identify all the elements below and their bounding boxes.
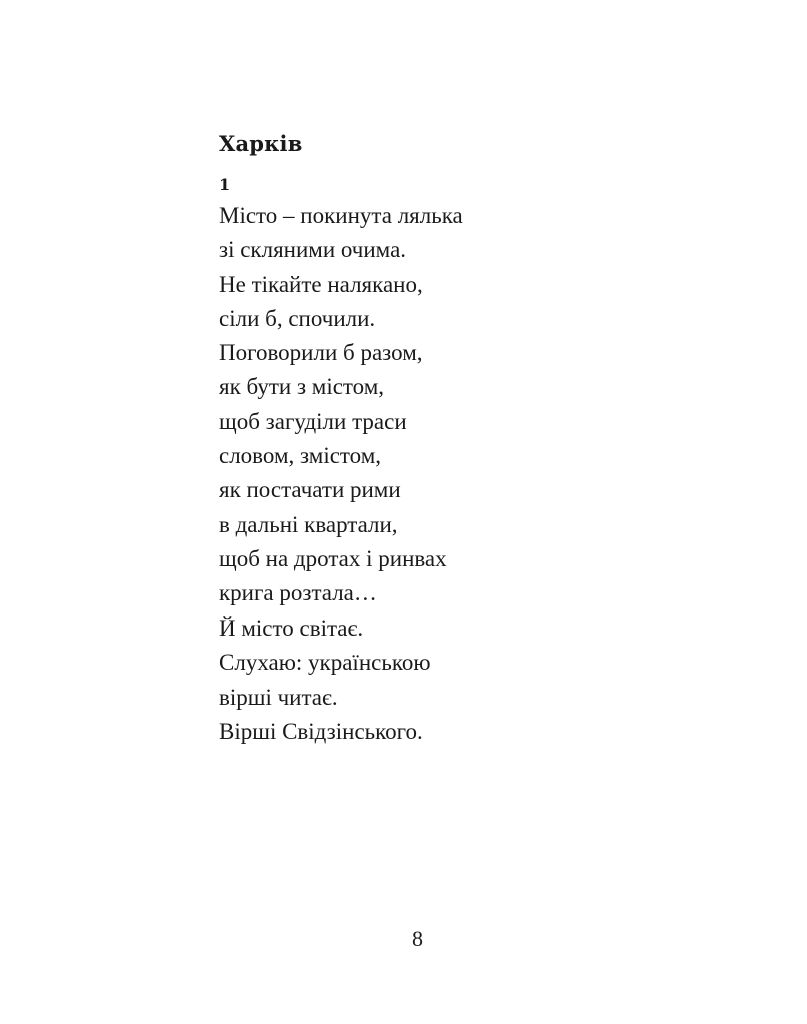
poem-line: крига розтала…: [219, 580, 377, 606]
poem-section-number: 1: [219, 175, 231, 194]
poem-line: як постачати рими: [219, 477, 401, 503]
poem-line: Слухаю: українською: [219, 650, 431, 676]
poem-line: щоб на дротах і ринвах: [219, 545, 447, 571]
poem-line: сіли б, спочили.: [219, 305, 376, 331]
poem-line: щоб загуділи траси: [219, 408, 407, 434]
poem-line: в дальні квартали,: [219, 511, 398, 537]
poem-line: вірші читає.: [219, 684, 338, 710]
poem-stanza-1: [219, 199, 463, 611]
poem-stanza-2: [219, 612, 431, 749]
poem-line: Вірші Свідзінського.: [219, 718, 423, 744]
poem-line: словом, змістом,: [219, 443, 382, 469]
poem-line: Місто – покинута лялька: [219, 203, 463, 228]
poem-line: зі скляними очима.: [219, 237, 407, 263]
page-number: [0, 925, 807, 953]
poem-line: як бути з містом,: [219, 374, 385, 400]
poem-title: Харків: [219, 131, 303, 156]
poem-line: Поговорили б разом,: [219, 340, 423, 366]
poem-line: Не тікайте налякано,: [219, 271, 423, 297]
poem-line: Й місто світає.: [219, 616, 364, 641]
page-number-label: 8: [412, 926, 423, 951]
